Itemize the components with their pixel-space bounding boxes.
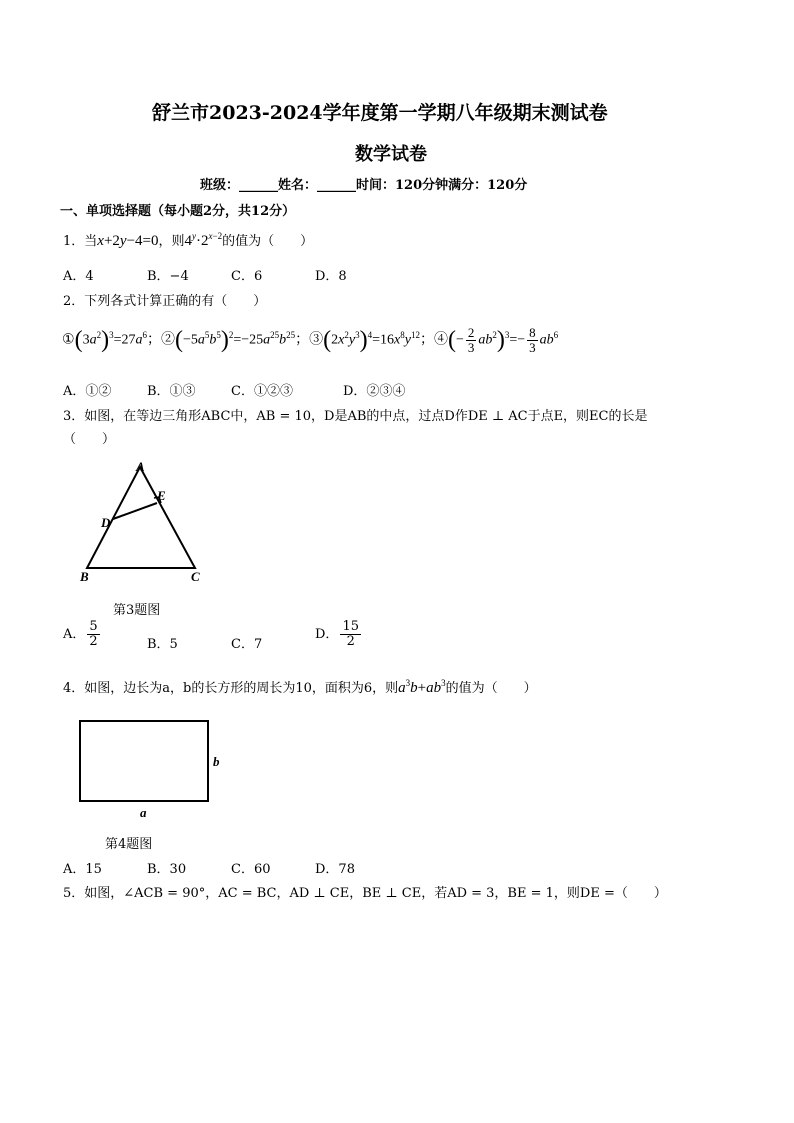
question-3: 3．如图，在等边三角形ABC中，AB = 10，D是AB的中点，过点D作DE ⊥ AC于点E，则EC的长是 <box>63 409 648 424</box>
question-1 <box>63 230 313 250</box>
q4-option-a: A．15 <box>63 862 102 877</box>
triangle-figure <box>62 455 222 585</box>
q3-option-d <box>315 620 363 649</box>
question-2: 2．下列各式计算正确的有（ ） <box>63 294 267 309</box>
q4-stem-a: 4．如图，边长为a，b的长方形的周长为10，面积为6，则 <box>63 681 399 696</box>
q1-prefix: 1．当 <box>63 234 98 249</box>
q4-stem-b: 的值为（ ） <box>445 681 537 696</box>
rectangle-shape <box>80 721 208 801</box>
section-heading: 一、单项选择题（每小题2分，共12分） <box>60 204 296 219</box>
label-side-a: a <box>140 805 147 820</box>
q2-option-b: B．①③ <box>147 384 196 399</box>
q1-option-a: A．4 <box>63 269 94 284</box>
q1-option-b: B．−4 <box>147 269 189 284</box>
figure-3-caption: 第3题图 <box>113 603 161 618</box>
label-c: C <box>191 569 200 584</box>
q4-option-b: B．30 <box>147 862 187 877</box>
q1-mid: ，则 <box>158 234 185 249</box>
q3-option-b: B．5 <box>147 637 178 652</box>
label-d: D <box>101 515 111 530</box>
label-side-b: b <box>213 754 220 769</box>
rectangle-figure <box>70 715 230 825</box>
q3-option-d-letter: D． <box>315 627 339 642</box>
q2-formulas: $①(3a^2)^3=27a^6$；$②(-5a^5b^5)^2=-25a^{25}b^{25}$；$③(2x^2y^3)^4=16x^8y^{12}$；④(− $\frac{2}{3}$ $ab^2)^3=-$ $\frac{8}{3}$ $ab^6$ <box>62 325 559 355</box>
label-e: E <box>157 488 166 503</box>
q4-expression: $a^3b+ab^3$ <box>398 678 446 696</box>
q3-option-d-den: 2 <box>346 634 355 649</box>
q3-option-a-letter: A． <box>63 627 86 642</box>
question-4 <box>63 677 537 697</box>
q2-option-c: C．①②③ <box>231 384 293 399</box>
exam-title: 舒兰市2023-2024学年度第一学期八年级期末测试卷 <box>152 102 608 124</box>
label-b: B <box>80 569 89 584</box>
q2-option-a: A．①② <box>63 384 112 399</box>
q1-suffix: 的值为（ ） <box>222 234 314 249</box>
q4-option-c: C．60 <box>231 862 271 877</box>
q1-option-c: C．6 <box>231 269 263 284</box>
q1-option-d: D．8 <box>315 269 347 284</box>
question-3-blank: （ ） <box>63 432 116 447</box>
q1-equation: x+2y−4=0 <box>97 233 159 249</box>
q3-option-a-den: 2 <box>89 634 98 649</box>
q4-option-d: D．78 <box>315 862 355 877</box>
q3-option-d-num: 15 <box>342 619 359 634</box>
q2-option-d: D．②③④ <box>343 384 406 399</box>
question-5: 5．如图，∠ACB = 90°，AC = BC，AD ⊥ CE，BE ⊥ CE，若AD = 3，BE = 1，则DE =（ ） <box>63 886 667 901</box>
q3-option-c: C．7 <box>231 637 263 652</box>
q3-option-a <box>63 620 102 649</box>
figure-4-caption: 第4题图 <box>105 837 153 852</box>
exam-subtitle: 数学试卷 <box>355 144 427 165</box>
exam-info-line: 班级：______姓名：______时间：120分钟满分：120分 <box>200 178 528 193</box>
q1-expression: $4^y\cdot 2^{x-2}$ <box>184 231 223 249</box>
label-a: A <box>136 459 145 474</box>
q3-option-a-num: 5 <box>89 619 98 634</box>
